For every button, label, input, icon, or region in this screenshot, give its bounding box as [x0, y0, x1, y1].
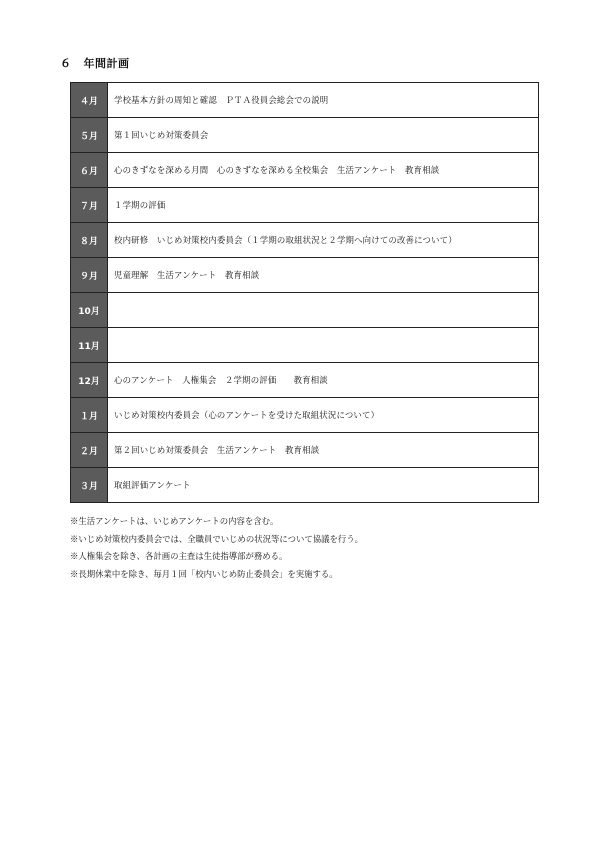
table-row	[71, 258, 539, 293]
month-cell: ９月	[71, 258, 108, 293]
annual-plan-table	[70, 82, 539, 503]
note-line: ※生活アンケートは、いじめアンケートの内容を含む。	[70, 516, 279, 526]
month-cell: 10月	[71, 293, 108, 328]
plan-cell	[108, 293, 539, 328]
plan-cell	[108, 328, 539, 363]
section-title: 年間計画	[83, 57, 130, 70]
notes	[70, 513, 363, 583]
plan-cell: 取組評価アンケート	[108, 468, 539, 503]
plan-cell: 校内研修 いじめ対策校内委員会（１学期の取組状況と２学期へ向けての改善について）	[108, 223, 539, 258]
plan-cell: 学校基本方針の周知と確認 ＰＴＡ役員会総会での説明	[108, 83, 539, 118]
table-row	[71, 153, 539, 188]
note-line: ※いじめ対策校内委員会では、全職員でいじめの状況等について協議を行う。	[70, 533, 363, 544]
month-cell: ７月	[71, 188, 108, 223]
note-line: ※人権集会を除き、各計画の主査は生徒指導部が務める。	[70, 551, 288, 561]
month-cell: ４月	[71, 83, 108, 118]
month-cell: ３月	[71, 468, 108, 503]
section-heading	[60, 55, 130, 71]
table-row	[71, 223, 539, 258]
month-cell: ２月	[71, 433, 108, 468]
table-row	[71, 188, 539, 223]
table-row	[71, 83, 539, 118]
table-row	[71, 328, 539, 363]
table-row	[71, 398, 539, 433]
month-cell: １月	[71, 398, 108, 433]
plan-cell: いじめ対策校内委員会（心のアンケートを受けた取組状況について）	[108, 398, 539, 433]
plan-cell: 児童理解 生活アンケート 教育相談	[108, 258, 539, 293]
note-line: ※長期休業中を除き、毎月１回「校内いじめ防止委員会」を実施する。	[70, 568, 338, 579]
plan-cell: １学期の評価	[108, 188, 539, 223]
table-row	[71, 363, 539, 398]
table-row	[71, 118, 539, 153]
plan-cell: 心のアンケート 人権集会 ２学期の評価 教育相談	[108, 363, 539, 398]
month-cell: 12月	[71, 363, 108, 398]
month-cell: 11月	[71, 328, 108, 363]
table-row	[71, 293, 539, 328]
section-number: ６	[60, 57, 72, 70]
month-cell: ５月	[71, 118, 108, 153]
plan-cell: 心のきずなを深める月間 心のきずなを深める全校集会 生活アンケート 教育相談	[108, 153, 539, 188]
table-row	[71, 468, 539, 503]
plan-cell: 第２回いじめ対策委員会 生活アンケート 教育相談	[108, 433, 539, 468]
plan-cell: 第１回いじめ対策委員会	[108, 118, 539, 153]
month-cell: ６月	[71, 153, 108, 188]
table-row	[71, 433, 539, 468]
month-cell: ８月	[71, 223, 108, 258]
